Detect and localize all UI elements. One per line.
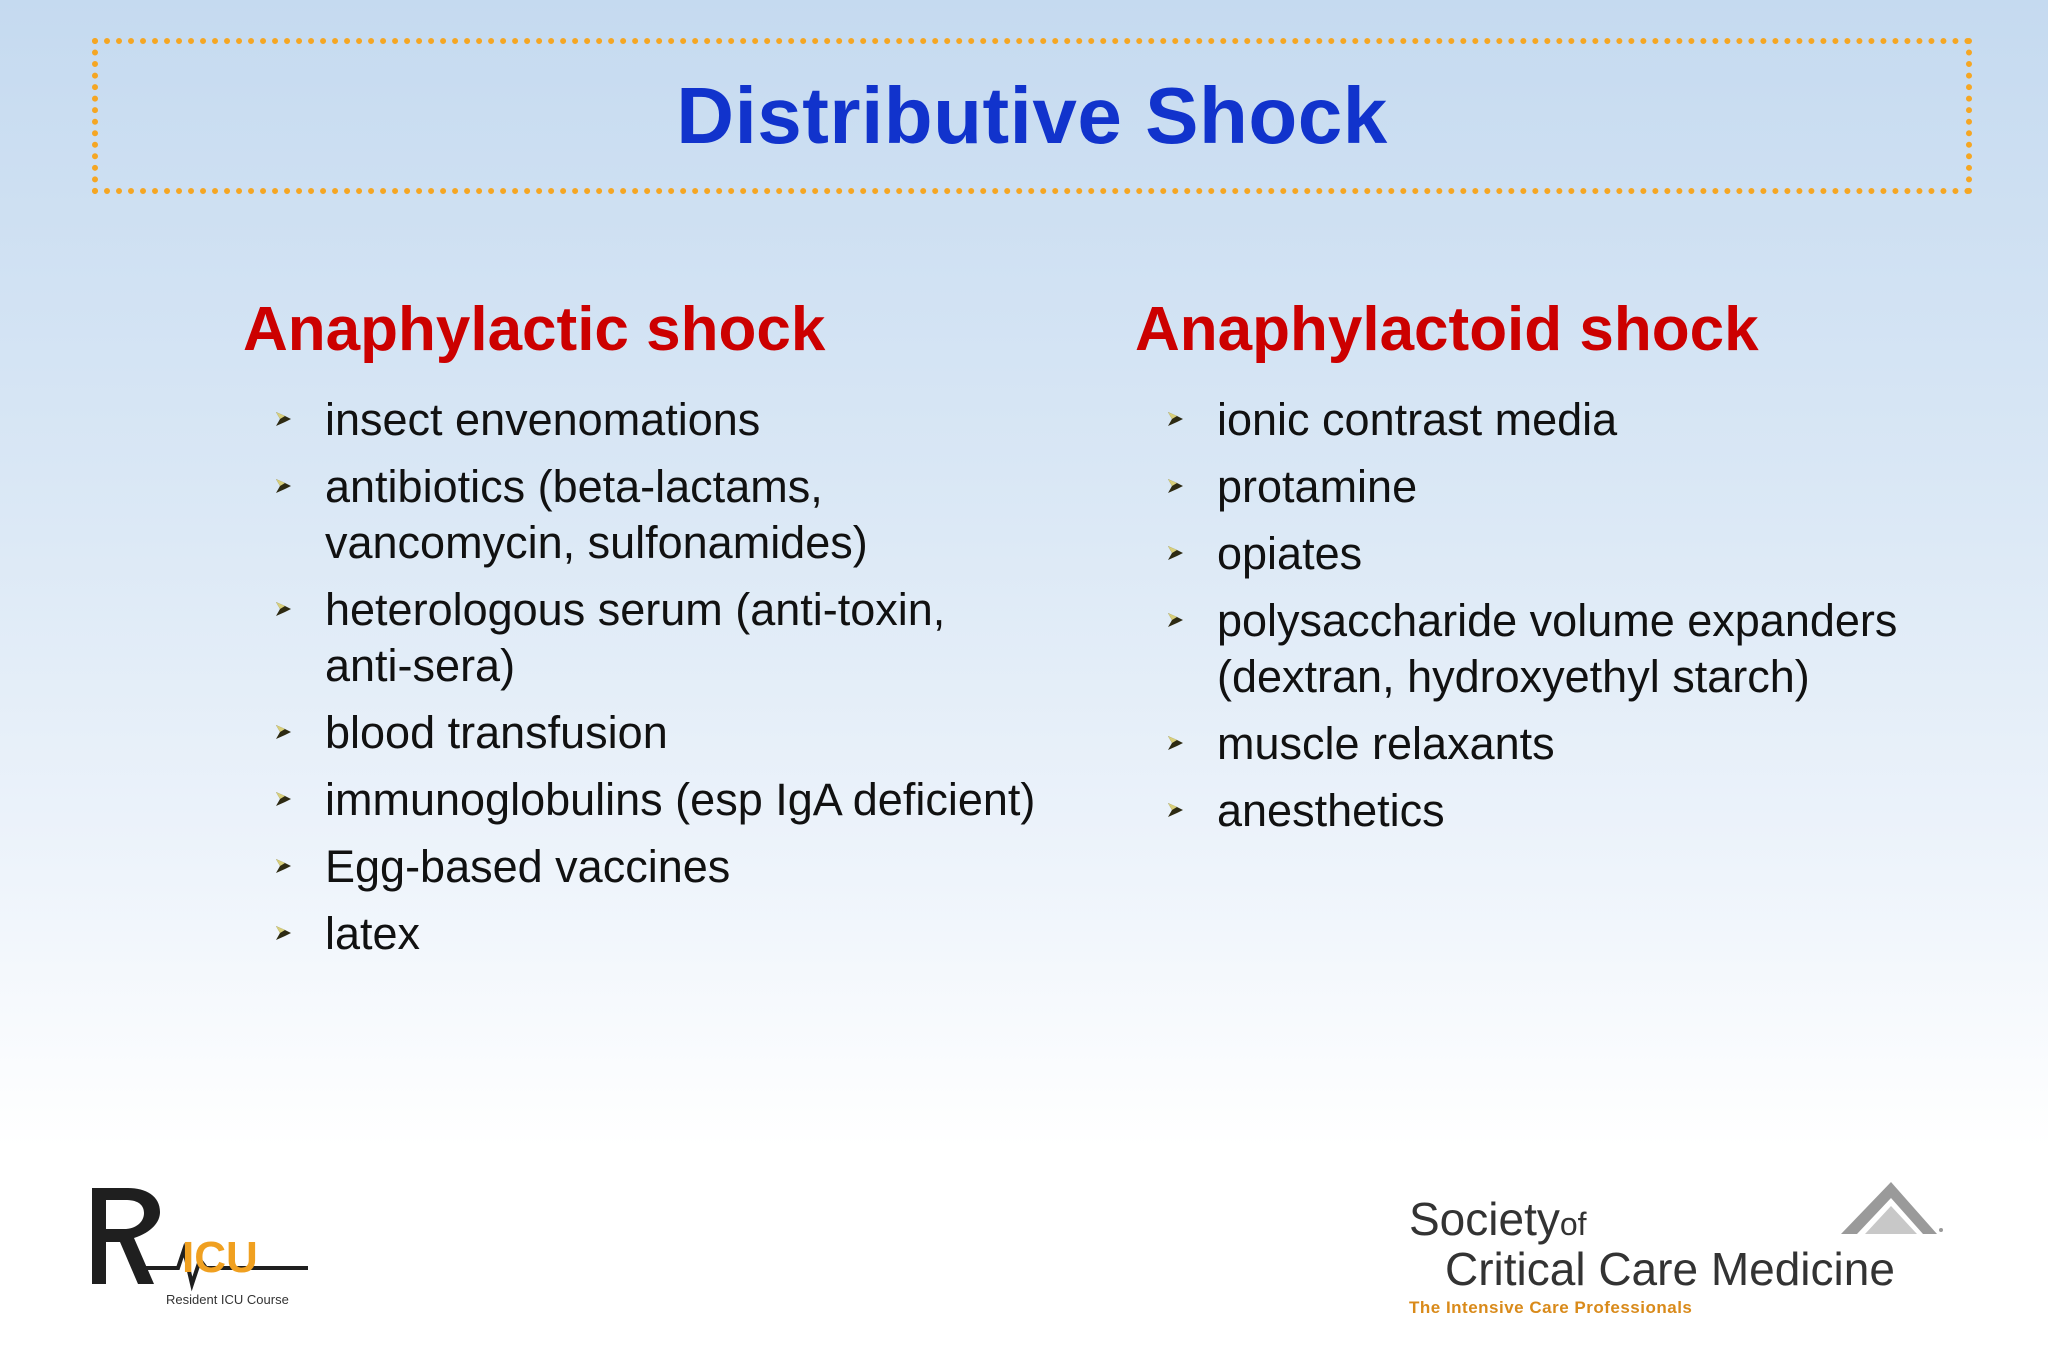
column-anaphylactoid (1135, 290, 1935, 850)
arrow-bullet-icon (1163, 540, 1189, 566)
sccm-of-word: of (1559, 1206, 1587, 1242)
list-item (271, 459, 1043, 571)
sccm-society-word: Society (1409, 1193, 1560, 1245)
ricu-logo (86, 1180, 316, 1310)
arrow-bullet-icon (271, 473, 297, 499)
list-item-text: polysaccharide volume expanders (dextran, hydroxyethyl starch) (1217, 595, 1898, 702)
arrow-bullet-icon (1163, 406, 1189, 432)
arrow-bullet-icon (271, 596, 297, 622)
title-box (92, 38, 1972, 194)
list-item (271, 392, 1043, 448)
slide-title: Distributive Shock (676, 71, 1388, 160)
column-anaphylactic (243, 290, 1043, 973)
svg-text:ICU: ICU (182, 1233, 258, 1282)
arrow-bullet-icon (271, 786, 297, 812)
arrow-bullet-icon (271, 406, 297, 432)
arrow-bullet-icon (1163, 473, 1189, 499)
list-item-text: immunoglobulins (esp IgA deficient) (325, 774, 1036, 825)
list-item (271, 906, 1043, 962)
list-item (271, 839, 1043, 895)
list-item (1163, 392, 1935, 448)
list-item-text: insect envenomations (325, 394, 761, 445)
item-list (243, 392, 1043, 962)
list-item-text: latex (325, 908, 421, 959)
column-heading: Anaphylactoid shock (1135, 295, 1759, 364)
list-item (1163, 459, 1935, 515)
list-item-text: opiates (1217, 528, 1363, 579)
sccm-name-text: Critical Care Medicine (1445, 1243, 1895, 1295)
arrow-bullet-icon (271, 719, 297, 745)
list-item-text: anesthetics (1217, 785, 1445, 836)
list-item (271, 772, 1043, 828)
list-item-text: antibiotics (beta-lactams, vancomycin, sulfonamides) (325, 461, 868, 568)
svg-text:Resident ICU Course: Resident ICU Course (166, 1292, 289, 1307)
list-item-text: Egg-based vaccines (325, 841, 731, 892)
list-item (271, 582, 1043, 694)
arrow-bullet-icon (271, 920, 297, 946)
list-item-text: muscle relaxants (1217, 718, 1555, 769)
list-item (1163, 593, 1935, 705)
list-item (1163, 783, 1935, 839)
list-item-text: blood transfusion (325, 707, 668, 758)
list-item-text: ionic contrast media (1217, 394, 1618, 445)
arrow-bullet-icon (1163, 607, 1189, 633)
arrow-bullet-icon (271, 853, 297, 879)
sccm-pyramid-icon (1837, 1178, 1945, 1238)
arrow-bullet-icon (1163, 797, 1189, 823)
sccm-logo (1405, 1178, 1945, 1318)
list-item-text: heterologous serum (anti-toxin, anti-sera) (325, 584, 946, 691)
sccm-tagline: The Intensive Care Professionals (1409, 1298, 1693, 1317)
arrow-bullet-icon (1163, 730, 1189, 756)
sccm-society-text (1409, 1192, 1587, 1246)
list-item (271, 705, 1043, 761)
list-item (1163, 716, 1935, 772)
list-item-text: protamine (1217, 461, 1418, 512)
column-heading: Anaphylactic shock (243, 295, 826, 364)
item-list (1135, 392, 1935, 839)
list-item (1163, 526, 1935, 582)
